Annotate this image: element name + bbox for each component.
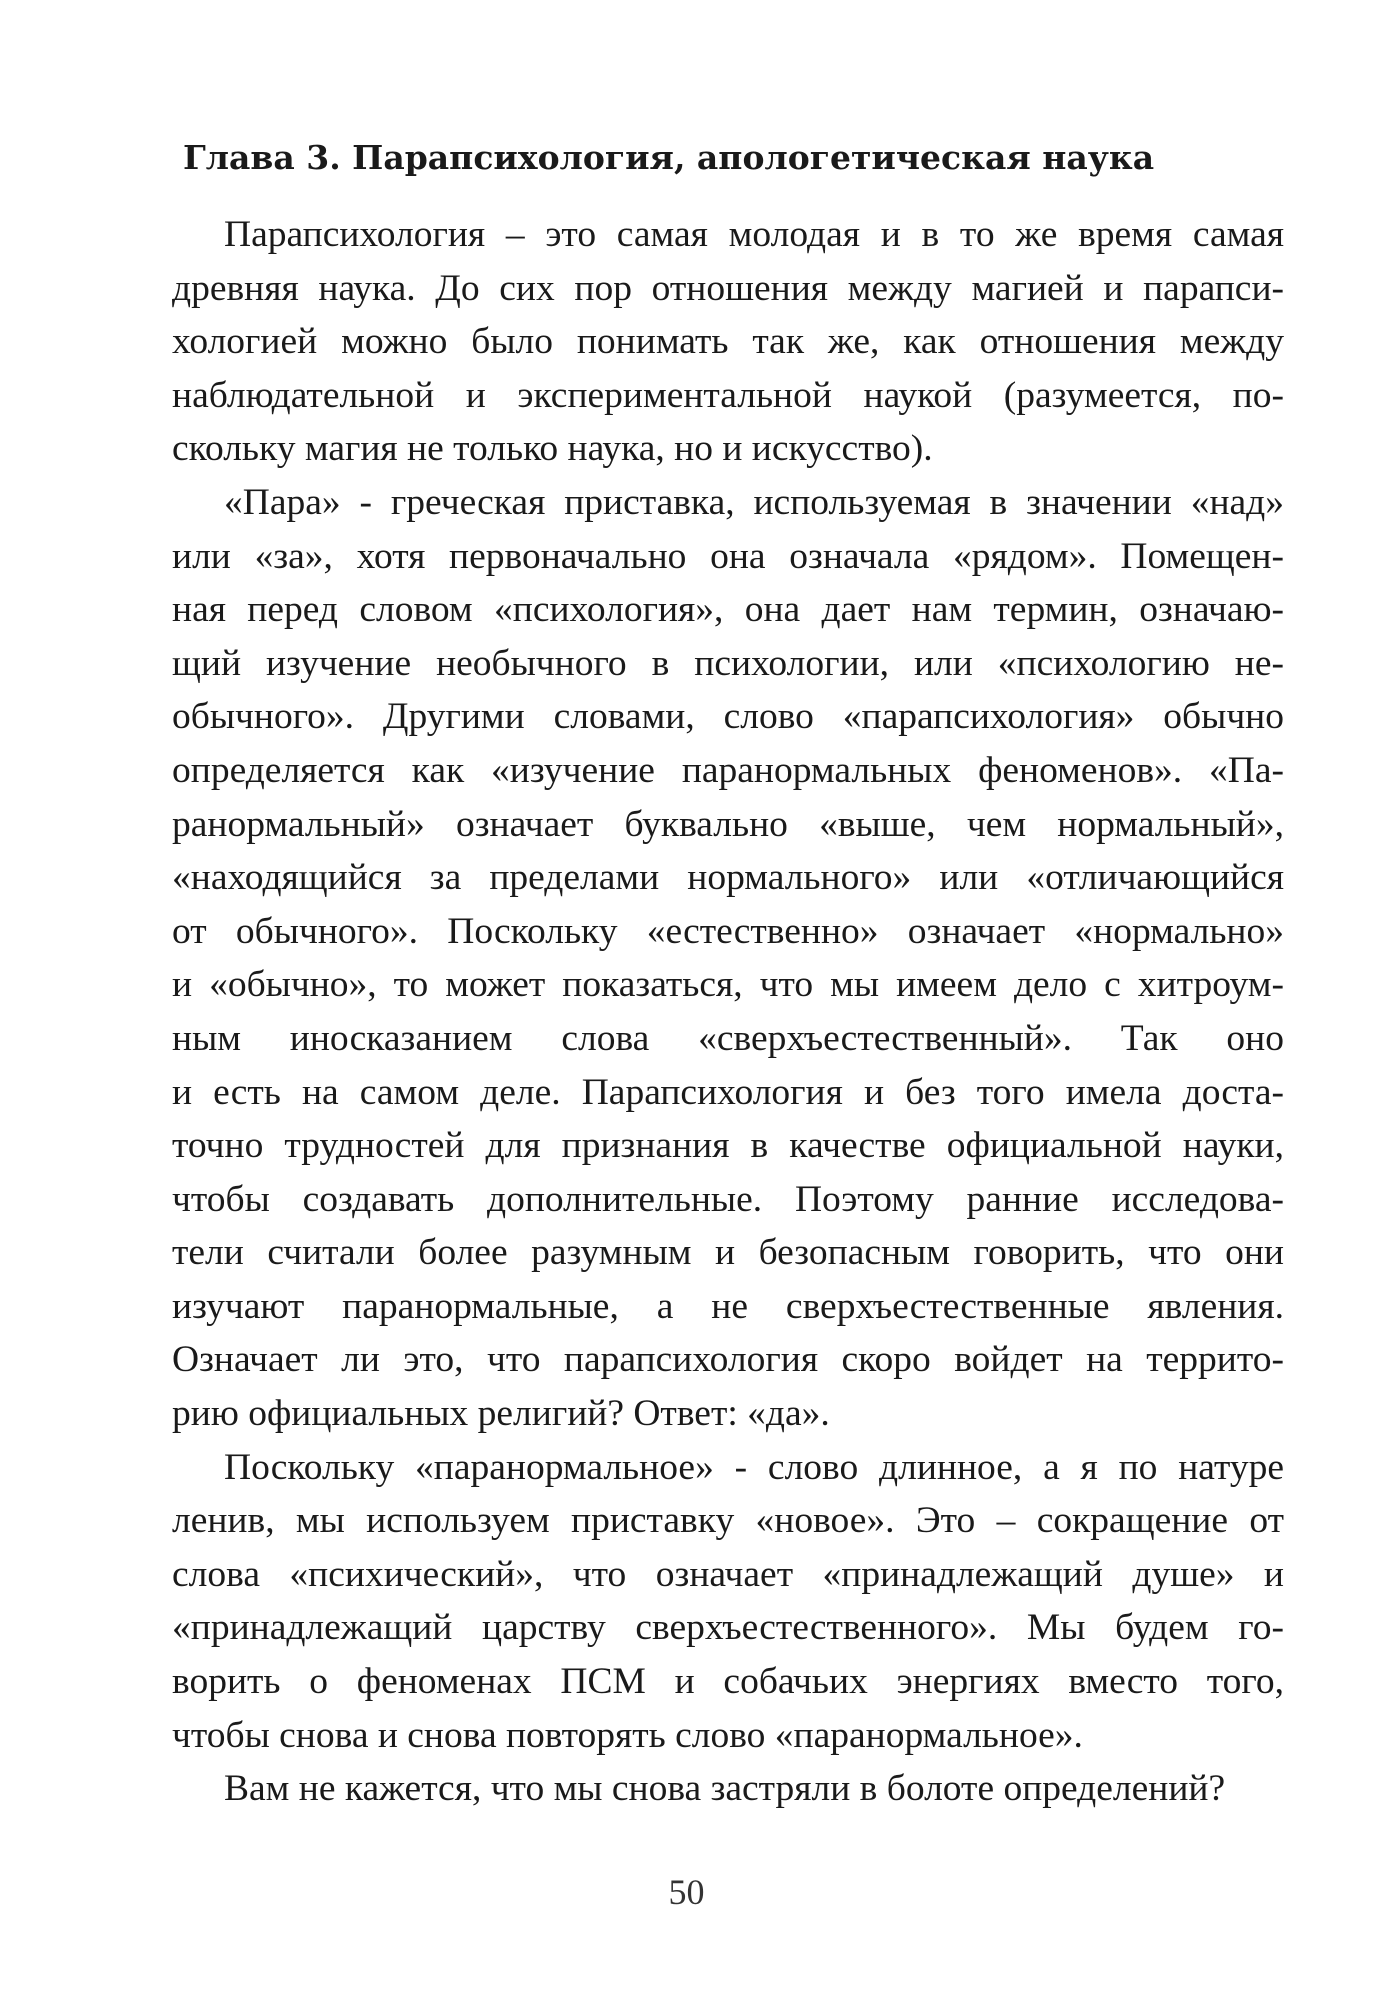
text-line: обычного». Другими словами, слово «парапсихология» обычно [172,696,1284,738]
text-line: древняя наука. До сих пор отношения между магией и парапси- [172,267,1284,309]
text-line: рию официальных религий? Ответ: «да». [172,1393,830,1435]
text-line: «принадлежащий царству сверхъестественного». Мы будем го- [172,1607,1284,1649]
text-line: наблюдательной и экспериментальной наукой (разумеется, по- [172,374,1284,416]
text-line: от обычного». Поскольку «естественно» означает «нормально» [172,910,1284,952]
text-line: «находящийся за пределами нормального» или «отличающийся [172,857,1284,899]
text-line: Вам не кажется, что мы снова застряли в болоте определений? [224,1768,1226,1810]
page-number: 50 [668,1872,705,1912]
paragraph-1 [172,208,1284,476]
text-line: изучают паранормальные, а не сверхъестественные явления. [172,1285,1284,1327]
text-line: и «обычно», то может показаться, что мы имеем дело с хитроум- [172,964,1284,1006]
text-line: Означает ли это, что парапсихология скоро войдет на террито- [172,1339,1284,1381]
paragraph-4 [172,1762,1284,1816]
text-line: ным иносказанием слова «сверхъестественный». Так оно [172,1017,1284,1059]
text-line: слова «психический», что означает «принадлежащий душе» и [172,1553,1284,1595]
text-line: ворить о феноменах ПСМ и собачьих энергиях вместо того, [172,1661,1284,1703]
text-line: Парапсихология – это самая молодая и в то же время самая [224,214,1284,255]
text-line: ранормальный» означает буквально «выше, чем нормальный», [172,803,1284,845]
text-line: или «за», хотя первоначально она означала «рядом». Помещен- [172,535,1284,577]
text-line: тели считали более разумным и безопасным говорить, что они [172,1232,1284,1274]
text-line: и есть на самом деле. Парапсихология и без того имела доста- [172,1071,1284,1113]
text-line: хологией можно было понимать так же, как отношения между [172,321,1284,363]
chapter-title: Глава 3. Парапсихология, апологетическая наука [183,138,1155,177]
text-line: чтобы создавать дополнительные. Поэтому ранние исследова- [172,1178,1284,1220]
text-line: ная перед словом «психология», она дает нам термин, означаю- [172,589,1284,631]
text-line: определяется как «изучение паранормальных феноменов». «Па- [172,749,1284,791]
text-line: щий изучение необычного в психологии, или «психологию не- [172,642,1284,684]
paragraph-2 [172,476,1284,1441]
paragraph-3 [172,1441,1284,1763]
text-line: скольку магия не только наука, но и искусство). [172,428,933,470]
text-line: Поскольку «паранормальное» - слово длинное, а я по натуре [224,1446,1284,1488]
text-line: ленив, мы используем приставку «новое». Это – сокращение от [172,1500,1284,1542]
text-line: чтобы снова и снова повторять слово «паранормальное». [172,1714,1083,1756]
body-text [172,208,1284,1816]
text-line: точно трудностей для признания в качестве официальной науки, [172,1125,1284,1167]
text-line: «Пара» - греческая приставка, используемая в значении «над» [224,481,1284,523]
